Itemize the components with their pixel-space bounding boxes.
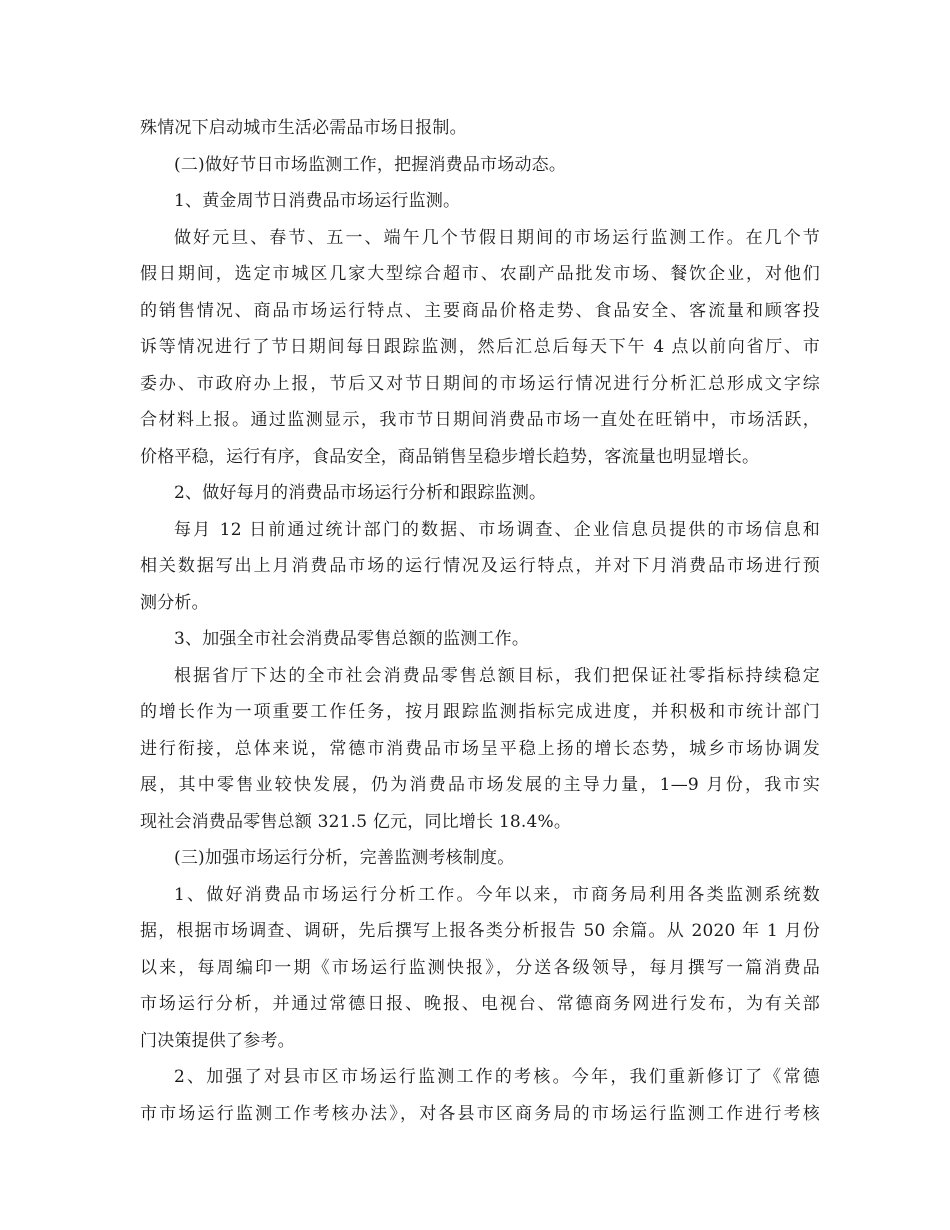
text-line: 2、做好每月的消费品市场运行分析和跟踪监测。 [174,483,547,503]
text-line: 合材料上报。通过监测显示，我市节日期间消费品市场一直处在旺销中，市场活跃， [140,410,820,430]
text-line: 市场运行分析，并通过常德日报、晚报、电视台、常德商务网进行发布，为有关部 [140,994,820,1014]
text-line: 现社会消费品零售总额 321.5 亿元，同比增长 18.4%。 [140,811,572,832]
text-line: 1、黄金周节日消费品市场运行监测。 [174,191,461,211]
text-line: 诉等情况进行了节日期间每日跟踪监测，然后汇总后每天下午 4 点以前向省厅、市 [140,337,820,357]
text-line: 据，根据市场调查、调研，先后撰写上报各类分析报告 50 余篇。从 2020 年 1 月份 [140,921,820,941]
text-line: 相关数据写出上月消费品市场的运行情况及运行特点，并对下月消费品市场进行预 [140,556,820,576]
text-line: 价格平稳，运行有序，食品安全，商品销售呈稳步增长趋势，客流量也明显增长。 [140,446,760,467]
paragraph [140,110,820,147]
paragraph [140,877,820,1060]
text-line: 委办、市政府办上报，节后又对节日期间的市场运行情况进行分析汇总形成文字综 [140,373,820,394]
text-line: 做好元旦、春节、五一、端午几个节假日期间的市场运行监测工作。在几个节 [174,227,820,248]
document-body [140,110,820,1132]
text-line: (三)加强市场运行分析，完善监测考核制度。 [174,848,515,868]
paragraph [140,512,820,622]
text-line: 门决策提供了参考。 [140,1030,295,1051]
text-line: 1、做好消费品市场运行分析工作。今年以来，市商务局利用各类监测系统数 [174,884,820,905]
text-line: 展，其中零售业较快发展，仍为消费品市场发展的主导力量，1—9 月份，我市实 [140,775,820,795]
paragraph [140,220,820,476]
text-line: 根据省厅下达的全市社会消费品零售总额目标，我们把保证社零指标持续稳定 [174,665,820,686]
section-heading [140,147,820,184]
paragraph [140,658,820,841]
text-line: 3、加强全市社会消费品零售总额的监测工作。 [174,629,530,649]
subsection-heading [140,475,820,512]
text-line: 以来，每周编印一期《市场运行监测快报》，分送各级领导，每月撰写一篇消费品 [140,957,820,978]
subsection-heading [140,621,820,658]
text-line: 的增长作为一项重要工作任务，按月跟踪监测指标完成进度，并积极和市统计部门 [140,702,820,722]
paragraph [140,1059,820,1132]
section-heading [140,840,820,877]
text-line: 的销售情况、商品市场运行特点、主要商品价格走势、食品安全、客流量和顾客投 [140,300,820,321]
text-line: 进行衔接，总体来说，常德市消费品市场呈平稳上扬的增长态势，城乡市场协调发 [140,738,820,759]
text-line: 测分析。 [140,592,209,613]
text-line: 每月 12 日前通过统计部门的数据、市场调查、企业信息员提供的市场信息和 [174,519,820,540]
text-line: 假日期间，选定市城区几家大型综合超市、农副产品批发市场、餐饮企业，对他们 [140,264,820,284]
text-line: 市市场运行监测工作考核办法》，对各县市区商务局的市场运行监测工作进行考核 [140,1103,820,1124]
text-line: 2、加强了对县市区市场运行监测工作的考核。今年，我们重新修订了《常德 [174,1067,820,1087]
text-line: (二)做好节日市场监测工作，把握消费品市场动态。 [174,154,567,175]
text-line: 殊情况下启动城市生活必需品市场日报制。 [140,118,467,138]
subsection-heading [140,183,820,220]
